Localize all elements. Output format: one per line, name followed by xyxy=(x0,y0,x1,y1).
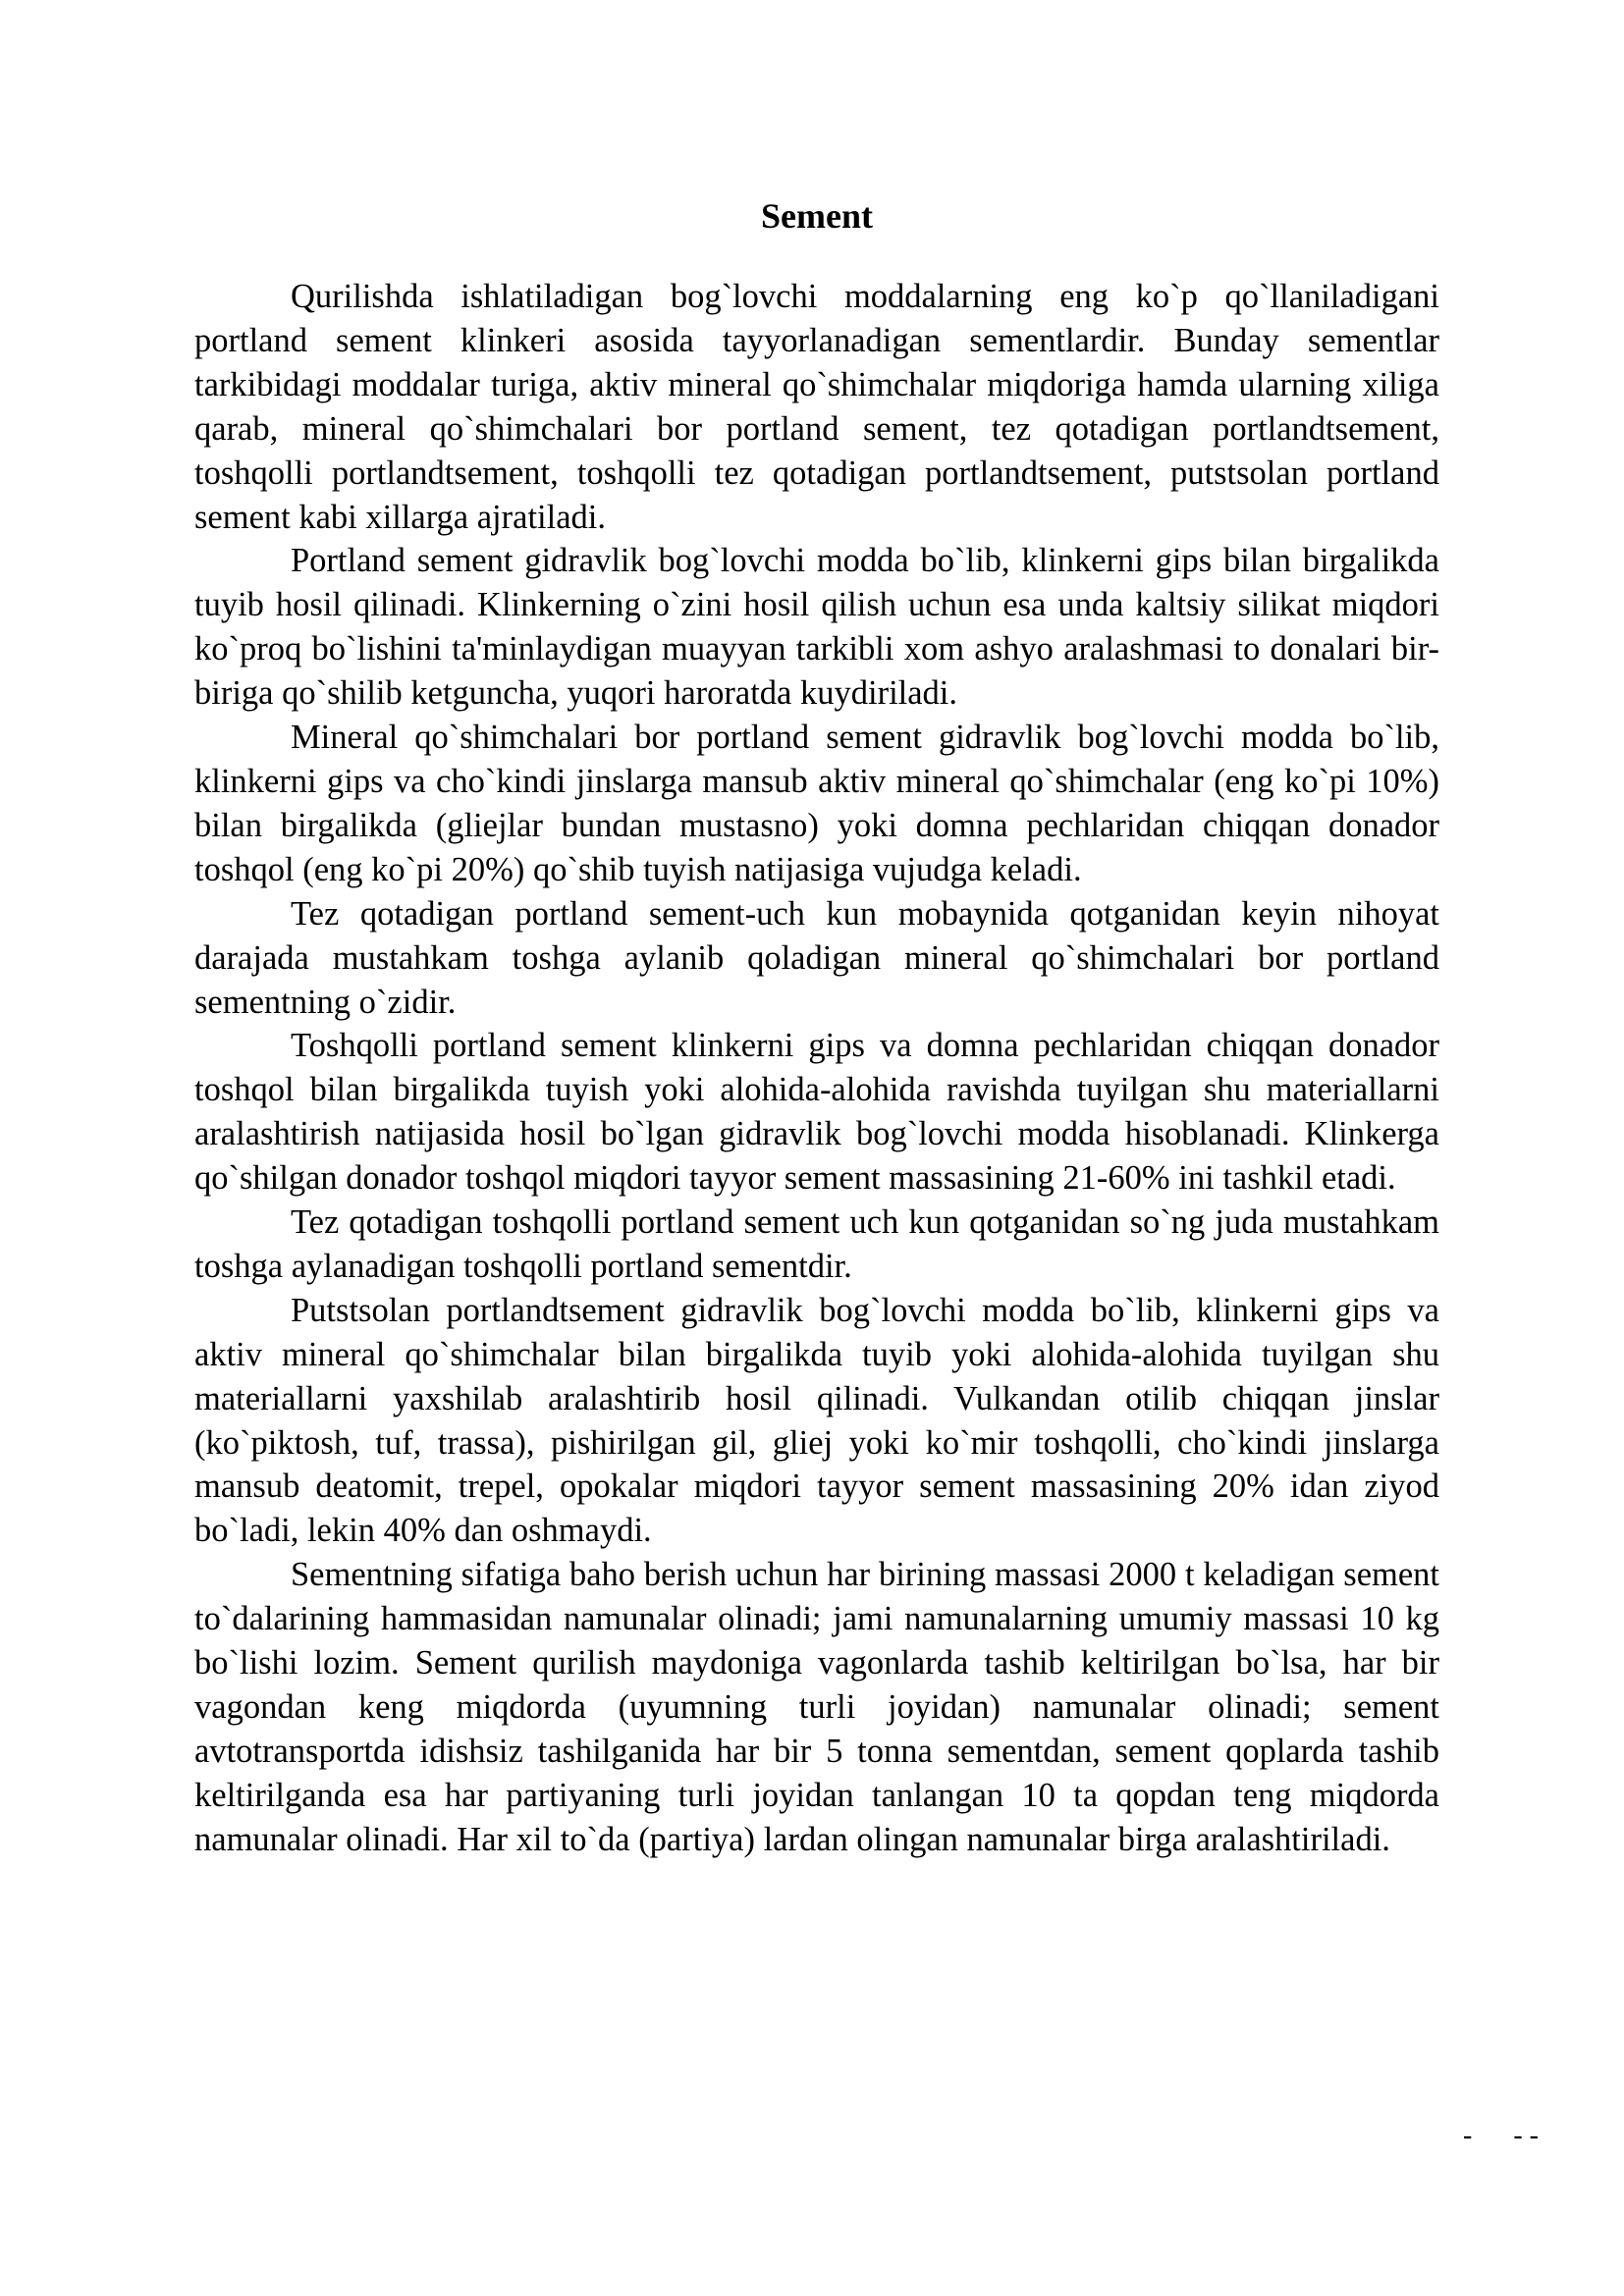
paragraph-2: Portland sement gidravlik bog`lovchi modda bo`lib, klinkerni gips bilan birgalikda tuyib hosil qilinadi. Klinkerning o`zini hosil qilish uchun esa unda kaltsiy silikat miqdori ko`proq bo`lishini ta'minlaydigan muayyan tarkibli xom ashyo aralashmasi to donalari bir-biriga qo`shilib ketguncha, yuqori haroratda kuydiriladi. xyxy=(194,542,1439,713)
footer-marks: - - - xyxy=(1463,2120,1539,2151)
document-page xyxy=(194,187,1439,1862)
paragraph-8: Sementning sifatiga baho berish uchun har birining massasi 2000 t keladigan sement to`dalarining hammasidan namunalar olinadi; jami namunalarning umumiy massasi 10 kg bo`lishi lozim. Sement qurilish maydoniga vagonlarda tashib keltirilgan bo`lsa, har bir vagondan keng miqdorda (uyumning turli joyidan) namunalar olinadi; sement avtotransportda idishsiz tashilganida har bir 5 tonna sementdan, sement qoplarda tashib keltirilganda esa har partiyaning turli joyidan tanlangan 10 ta qopdan teng miqdorda namunalar olinadi. Har xil to`da (partiya) lardan olingan namunalar birga aralashtiriladi. xyxy=(194,1556,1439,1858)
document-title: Sement xyxy=(761,196,873,236)
paragraph-1: Qurilishda ishlatiladigan bog`lovchi moddalarning eng ko`p qo`llaniladigani portland sement klinkeri asosida tayyorlanadigan sementlardir. Bunday sementlar tarkibidagi moddalar turiga, aktiv mineral qo`shimchalar miqdoriga hamda ularning xiliga qarab, mineral qo`shimchalari bor portland sement, tez qotadigan portlandtsement, toshqolli portlandtsement, toshqolli tez qotadigan portlandtsement, putstsolan portland sement kabi xillarga ajratiladi. xyxy=(194,278,1439,536)
paragraph-4: Tez qotadigan portland sement-uch kun mobaynida qotganidan keyin nihoyat darajada mustahkam toshga aylanib qoladigan mineral qo`shimchalari bor portland sementning o`zidir. xyxy=(194,894,1439,1021)
paragraph-5: Toshqolli portland sement klinkerni gips va domna pechlaridan chiqqan donador toshqol bilan birgalikda tuyish yoki alohida-alohida ravishda tuyilgan shu materiallarni aralashtirish natijasida hosil bo`lgan gidravlik bog`lovchi modda hisoblanadi. Klinkerga qo`shilgan donador toshqol miqdori tayyor sement massasining 21-60% ini tashkil etadi. xyxy=(194,1027,1439,1198)
paragraph-7: Putstsolan portlandtsement gidravlik bog`lovchi modda bo`lib, klinkerni gips va aktiv mineral qo`shimchalar bilan birgalikda tuyib yoki alohida-alohida tuyilgan shu materiallarni yaxshilab aralashtirib hosil qilinadi. Vulkandan otilib chiqqan jinslar (ko`piktosh, tuf, trassa), pishirilgan gil, gliej yoki ko`mir toshqolli, cho`kindi jinslarga mansub deatomit, trepel, opokalar miqdori tayyor sement massasining 20% idan ziyod bo`ladi, lekin 40% dan oshmaydi. xyxy=(194,1291,1439,1550)
paragraph-6: Tez qotadigan toshqolli portland sement uch kun qotganidan so`ng juda mustahkam toshga aylanadigan toshqolli portland sementdir. xyxy=(194,1203,1439,1285)
paragraph-3: Mineral qo`shimchalari bor portland sement gidravlik bog`lovchi modda bo`lib, klinkerni gips va cho`kindi jinslarga mansub aktiv mineral qo`shimchalar (eng ko`pi 10%) bilan birgalikda (gliejlar bundan mustasno) yoki domna pechlaridan chiqqan donador toshqol (eng ko`pi 20%) qo`shib tuyish natijasiga vujudga keladi. xyxy=(194,719,1439,888)
